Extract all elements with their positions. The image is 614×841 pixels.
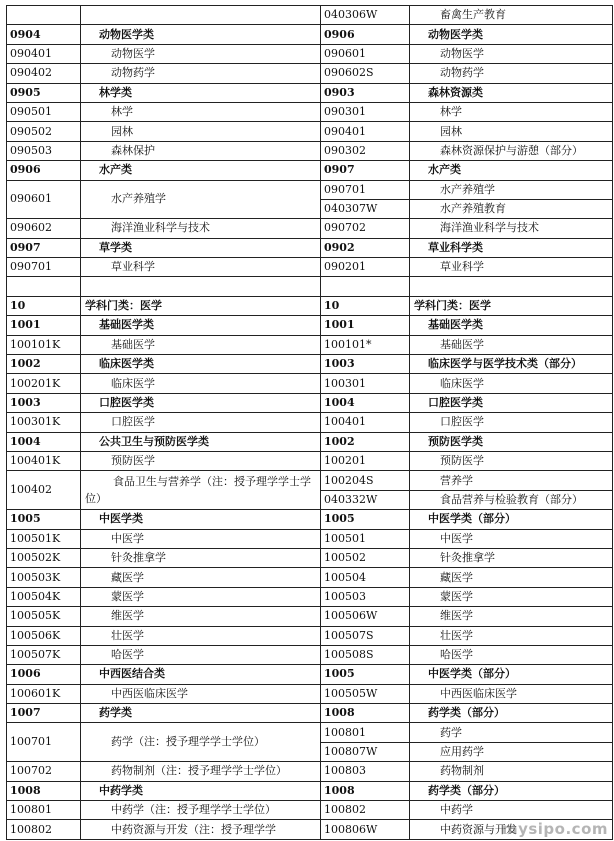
table-row xyxy=(7,25,613,44)
table-row xyxy=(7,102,613,121)
old-major-code: 0905 xyxy=(7,83,81,102)
new-major-code: 100401 xyxy=(321,413,410,432)
new-major-code: 100506W xyxy=(321,607,410,626)
old-major-code: 1007 xyxy=(7,704,81,723)
old-major-name: 学科门类：医学 xyxy=(81,296,321,315)
new-major-name: 动物医学 xyxy=(410,44,613,63)
table-row xyxy=(7,355,613,374)
new-major-code: 100807W xyxy=(321,742,410,761)
old-major-code: 0907 xyxy=(7,238,81,257)
table-row xyxy=(7,684,613,703)
new-major-name: 壮医学 xyxy=(410,626,613,645)
table-row xyxy=(7,277,613,296)
table-row xyxy=(7,548,613,567)
old-major-code: 1003 xyxy=(7,393,81,412)
new-major-name: 草业科学 xyxy=(410,258,613,277)
old-major-code: 090602 xyxy=(7,219,81,238)
old-major-code: 100504K xyxy=(7,587,81,606)
old-major-code: 1001 xyxy=(7,316,81,335)
old-major-code: 090601 xyxy=(7,180,81,219)
table-row xyxy=(7,762,613,781)
old-major-code: 090401 xyxy=(7,44,81,63)
old-major-code: 1008 xyxy=(7,781,81,800)
new-major-code: 090601 xyxy=(321,44,410,63)
old-major-code: 100101K xyxy=(7,335,81,354)
old-major-code: 1004 xyxy=(7,432,81,451)
old-major-name: 中药学（注：授予理学学士学位） xyxy=(81,801,321,820)
old-major-name: 中西医结合类 xyxy=(81,665,321,684)
table-row xyxy=(7,510,613,529)
new-major-name: 中医学类（部分） xyxy=(410,510,613,529)
old-major-code: 100401K xyxy=(7,451,81,470)
new-major-code: 090201 xyxy=(321,258,410,277)
old-major-name: 临床医学类 xyxy=(81,355,321,374)
table-row xyxy=(7,374,613,393)
new-major-name: 食品营养与检验教育（部分） xyxy=(410,490,613,509)
new-major-name: 藏医学 xyxy=(410,568,613,587)
new-major-code: 090301 xyxy=(321,102,410,121)
old-major-name: 口腔医学 xyxy=(81,413,321,432)
old-major-name: 草业科学 xyxy=(81,258,321,277)
old-major-name: 维医学 xyxy=(81,607,321,626)
table-row xyxy=(7,645,613,664)
old-major-name: 药物制剂（注：授予理学学士学位） xyxy=(81,762,321,781)
table-row xyxy=(7,801,613,820)
old-major-code: 090501 xyxy=(7,102,81,121)
old-major-code: 090503 xyxy=(7,141,81,160)
new-major-name: 中医学类（部分） xyxy=(410,665,613,684)
new-major-code: 1003 xyxy=(321,355,410,374)
new-major-name: 水产类 xyxy=(410,161,613,180)
new-major-code: 100101* xyxy=(321,335,410,354)
table-row xyxy=(7,180,613,199)
old-major-code: 100701 xyxy=(7,723,81,762)
new-major-code: 10 xyxy=(321,296,410,315)
old-major-code: 100505K xyxy=(7,607,81,626)
new-major-code: 1005 xyxy=(321,510,410,529)
old-major-name: 藏医学 xyxy=(81,568,321,587)
old-major-name: 中西医临床医学 xyxy=(81,684,321,703)
new-major-name: 森林资源类 xyxy=(410,83,613,102)
new-major-name: 中西医临床医学 xyxy=(410,684,613,703)
old-major-code xyxy=(7,277,81,296)
old-major-code: 100702 xyxy=(7,762,81,781)
new-major-code: 1008 xyxy=(321,704,410,723)
table-row xyxy=(7,432,613,451)
new-major-code: 1004 xyxy=(321,393,410,412)
table-row xyxy=(7,704,613,723)
old-major-name: 哈医学 xyxy=(81,645,321,664)
new-major-name: 中药学 xyxy=(410,801,613,820)
new-major-name: 口腔医学 xyxy=(410,413,613,432)
new-major-name: 草业科学类 xyxy=(410,238,613,257)
new-major-name: 水产养殖教育 xyxy=(410,199,613,218)
old-major-name: 动物药学 xyxy=(81,64,321,83)
table-row xyxy=(7,665,613,684)
old-major-name: 水产养殖学 xyxy=(81,180,321,219)
old-major-code: 090402 xyxy=(7,64,81,83)
new-major-name: 中药资源与开发 xyxy=(410,820,613,839)
old-major-code: 100507K xyxy=(7,645,81,664)
old-major-name: 动物医学 xyxy=(81,44,321,63)
table-row xyxy=(7,44,613,63)
old-major-code xyxy=(7,6,81,25)
old-major-name: 壮医学 xyxy=(81,626,321,645)
old-major-code: 100301K xyxy=(7,413,81,432)
table-row xyxy=(7,626,613,645)
old-major-code: 1002 xyxy=(7,355,81,374)
old-major-code: 0904 xyxy=(7,25,81,44)
old-major-name: 临床医学 xyxy=(81,374,321,393)
old-major-name: 中药资源与开发（注：授予理学学 xyxy=(81,820,321,839)
old-major-code: 100501K xyxy=(7,529,81,548)
table-row xyxy=(7,607,613,626)
new-major-code: 0903 xyxy=(321,83,410,102)
old-major-code: 100802 xyxy=(7,820,81,839)
new-major-code: 1001 xyxy=(321,316,410,335)
old-major-code: 100201K xyxy=(7,374,81,393)
new-major-code: 040307W xyxy=(321,199,410,218)
table-row xyxy=(7,296,613,315)
table-row xyxy=(7,258,613,277)
new-major-name: 预防医学类 xyxy=(410,432,613,451)
old-major-name xyxy=(81,6,321,25)
table-row xyxy=(7,568,613,587)
new-major-name: 药学类（部分） xyxy=(410,704,613,723)
new-major-name: 药物制剂 xyxy=(410,762,613,781)
new-major-name: 药学类（部分） xyxy=(410,781,613,800)
new-major-name: 针灸推拿学 xyxy=(410,548,613,567)
new-major-name: 中医学 xyxy=(410,529,613,548)
new-major-name: 预防医学 xyxy=(410,451,613,470)
old-major-name: 基础医学类 xyxy=(81,316,321,335)
new-major-name: 口腔医学类 xyxy=(410,393,613,412)
new-major-code: 100504 xyxy=(321,568,410,587)
new-major-name: 海洋渔业科学与技术 xyxy=(410,219,613,238)
new-major-name: 畜禽生产教育 xyxy=(410,6,613,25)
table-row xyxy=(7,529,613,548)
new-major-code: 1005 xyxy=(321,665,410,684)
new-major-code: 100505W xyxy=(321,684,410,703)
new-major-code: 100802 xyxy=(321,801,410,820)
new-major-name: 基础医学类 xyxy=(410,316,613,335)
new-major-name: 学科门类：医学 xyxy=(410,296,613,315)
table-row xyxy=(7,161,613,180)
old-major-code: 100801 xyxy=(7,801,81,820)
new-major-name: 森林资源保护与游憩（部分） xyxy=(410,141,613,160)
old-major-name: 中医学 xyxy=(81,529,321,548)
new-major-name: 基础医学 xyxy=(410,335,613,354)
new-major-code: 0906 xyxy=(321,25,410,44)
old-major-name: 药学（注：授予理学学士学位） xyxy=(81,723,321,762)
new-major-name: 临床医学与医学技术类（部分） xyxy=(410,355,613,374)
table-row xyxy=(7,122,613,141)
old-major-name: 食品卫生与营养学（注：授予理学学士学位） xyxy=(81,471,321,510)
table-row xyxy=(7,238,613,257)
new-major-code: 0902 xyxy=(321,238,410,257)
new-major-name: 哈医学 xyxy=(410,645,613,664)
old-major-code: 090701 xyxy=(7,258,81,277)
old-major-name: 针灸推拿学 xyxy=(81,548,321,567)
new-major-code: 090602S xyxy=(321,64,410,83)
old-major-name: 林学类 xyxy=(81,83,321,102)
table-row xyxy=(7,587,613,606)
new-major-code: 100806W xyxy=(321,820,410,839)
old-major-code: 1005 xyxy=(7,510,81,529)
old-major-code: 100601K xyxy=(7,684,81,703)
table-row xyxy=(7,83,613,102)
new-major-name: 水产养殖学 xyxy=(410,180,613,199)
old-major-name: 森林保护 xyxy=(81,141,321,160)
old-major-name: 中药学类 xyxy=(81,781,321,800)
new-major-name: 动物药学 xyxy=(410,64,613,83)
table-row xyxy=(7,471,613,490)
new-major-name: 药学 xyxy=(410,723,613,742)
new-major-name: 林学 xyxy=(410,102,613,121)
old-major-code: 100503K xyxy=(7,568,81,587)
new-major-code: 090302 xyxy=(321,141,410,160)
old-major-code: 100402 xyxy=(7,471,81,510)
new-major-code: 040332W xyxy=(321,490,410,509)
old-major-code: 1006 xyxy=(7,665,81,684)
major-comparison-table xyxy=(6,5,613,840)
old-major-code: 090502 xyxy=(7,122,81,141)
new-major-name: 营养学 xyxy=(410,471,613,490)
new-major-code xyxy=(321,277,410,296)
new-major-name: 蒙医学 xyxy=(410,587,613,606)
table-row xyxy=(7,316,613,335)
new-major-code: 100502 xyxy=(321,548,410,567)
old-major-name: 药学类 xyxy=(81,704,321,723)
new-major-name: 应用药学 xyxy=(410,742,613,761)
old-major-name: 水产类 xyxy=(81,161,321,180)
new-major-code: 1008 xyxy=(321,781,410,800)
new-major-code: 040306W xyxy=(321,6,410,25)
old-major-code: 100506K xyxy=(7,626,81,645)
table-row xyxy=(7,413,613,432)
table-row xyxy=(7,141,613,160)
old-major-code: 0906 xyxy=(7,161,81,180)
table-row xyxy=(7,6,613,25)
table-row xyxy=(7,219,613,238)
new-major-code: 100508S xyxy=(321,645,410,664)
table-row xyxy=(7,393,613,412)
old-major-name: 预防医学 xyxy=(81,451,321,470)
table-row xyxy=(7,723,613,742)
new-major-code: 100803 xyxy=(321,762,410,781)
new-major-code: 100503 xyxy=(321,587,410,606)
new-major-code: 090401 xyxy=(321,122,410,141)
old-major-name: 蒙医学 xyxy=(81,587,321,606)
new-major-code: 100501 xyxy=(321,529,410,548)
table-row xyxy=(7,64,613,83)
new-major-name xyxy=(410,277,613,296)
new-major-code: 1002 xyxy=(321,432,410,451)
new-major-code: 100801 xyxy=(321,723,410,742)
old-major-name: 口腔医学类 xyxy=(81,393,321,412)
old-major-name: 草学类 xyxy=(81,238,321,257)
new-major-code: 100204S xyxy=(321,471,410,490)
new-major-name: 维医学 xyxy=(410,607,613,626)
old-major-name: 林学 xyxy=(81,102,321,121)
new-major-name: 园林 xyxy=(410,122,613,141)
old-major-name xyxy=(81,277,321,296)
old-major-name: 公共卫生与预防医学类 xyxy=(81,432,321,451)
new-major-name: 临床医学 xyxy=(410,374,613,393)
new-major-name: 动物医学类 xyxy=(410,25,613,44)
watermark: mysipo.com xyxy=(501,820,608,838)
new-major-code: 090701 xyxy=(321,180,410,199)
old-major-name: 中医学类 xyxy=(81,510,321,529)
new-major-code: 100201 xyxy=(321,451,410,470)
old-major-code: 10 xyxy=(7,296,81,315)
old-major-name: 动物医学类 xyxy=(81,25,321,44)
new-major-code: 100301 xyxy=(321,374,410,393)
old-major-name: 园林 xyxy=(81,122,321,141)
new-major-code: 090702 xyxy=(321,219,410,238)
old-major-name: 海洋渔业科学与技术 xyxy=(81,219,321,238)
table-row xyxy=(7,781,613,800)
table-row xyxy=(7,335,613,354)
old-major-code: 100502K xyxy=(7,548,81,567)
new-major-code: 100507S xyxy=(321,626,410,645)
table-row xyxy=(7,451,613,470)
new-major-code: 0907 xyxy=(321,161,410,180)
old-major-name: 基础医学 xyxy=(81,335,321,354)
